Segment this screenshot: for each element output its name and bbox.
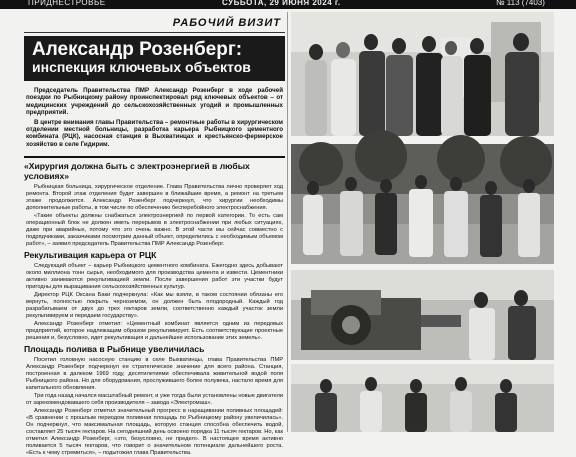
photo-field-image bbox=[291, 144, 554, 264]
section1-p2: «Такие объекты должны снабжаться электроэнергией по первой категории. То есть сам операционный блок не должен иметь перерывов в электроснабжении при любых ситуациях, даже при аварийных, потому что это очень важно. В этой части мы сейчас совместно с подрядчиками, заказчиками посмотрим данный объект, определились с необходимым объемом работ», – заявил председатель Правительства ПМР Александр Розенберг. bbox=[26, 213, 283, 247]
rubric: РАБОЧИЙ ВИЗИТ bbox=[24, 12, 285, 33]
section3-title: Площадь полива в Рыбнице увеличилась bbox=[24, 343, 205, 354]
section3-p1: Посетил головную насосную станцию в селе Выхватинцы, глава Правительства ПМР Александр Розенберг подчеркнул ее стратегическое значение для всего района. Станция, построенная в далеком 1969 году, десятилетиями обеспечивала живительной водой поля Рыбницкого района. Но для оборудования, прослужившего более полувека, настало время для капитального обновления. bbox=[26, 356, 283, 391]
headline-line1: Александр Розенберг: bbox=[32, 39, 243, 60]
lead-p2: В центре внимания главы Правительства – ремонтные работы в хирургическом отделении местной больницы, разработка карьера Рыбницкого цементного комбината (РЦК), насосная станция в Выхватинцах и крестьянско-фермерское хозяйство в селе Гидирим. bbox=[26, 118, 283, 148]
article-column bbox=[24, 12, 285, 456]
section2-body bbox=[26, 263, 283, 342]
photo-station-group-image bbox=[291, 364, 554, 432]
section1-body bbox=[26, 184, 283, 248]
photo-hospital-image bbox=[291, 12, 554, 136]
section2-p2: Директор РЦК Оксана Баки подчеркнула: «Как мы взяли, в таком состоянии обязаны его вернуть, полностью покрыть черноземом, он должен быть плодородный. Каждый год разрабатываем от двух до трех гектаров земли, соответственно каждый участок земли рекультивируем и передаем государству». bbox=[26, 292, 283, 319]
section3-p3: Александр Розенберг отметил значительный прогресс в наращивании поливных площадей: «В сравнении с прошлым периодом поливная площадь по Рыбницкому району увеличилась». Он подчеркнул, что максимальная площадь, которую станция способна обеспечить водой, составляет 25 тысяч гектаров. На сегодняшний день освоено порядка 11 тысяч гектаров. Но, как отметил Александр Розенберг, «это, безусловно, не предел». В настоящее время активно поливается 5 тысяч гектаров, что говорит о значительном потенциале дальнейшего роста. «Есть к чему стремиться», – подытожил глава Правительства. bbox=[26, 408, 283, 456]
section3-body bbox=[26, 357, 283, 457]
photo-hospital-group bbox=[291, 12, 554, 136]
photo-column bbox=[291, 12, 554, 432]
masthead-left: ПРИДНЕСТРОВЬЕ bbox=[28, 0, 106, 7]
photo-pump-station bbox=[291, 270, 554, 360]
photo-pump-image bbox=[291, 270, 554, 360]
photo-field-group bbox=[291, 144, 554, 264]
section-rule bbox=[24, 156, 285, 158]
section2-p3: Александр Розенберг отметил: «Цементный комбинат является одним из передовых предприятий, которое надлежащим образом рекультивирует. Есть соответствующие проектные решения и, безусловно, идет рекультивация и дальнейшее использование этих земель». bbox=[26, 321, 283, 341]
section1-title: «Хирургия должна быть с электроэнергией в любых условиях» bbox=[24, 161, 250, 182]
section1-p1: Рыбницкая больница, хирургическое отделение. Глава Правительства лично проверяет ход ремонта. Второй этаж отделения будет завершен в ближайшие время, а ремонт на третьем этаже продолжится. Александр Розенберг подчеркнул, что хирургии необходимы дополнительные работы, в том числе по обеспечению бесперебойного электроснабжения. bbox=[26, 184, 283, 211]
section2-p1: Следующий объект – карьер Рыбницкого цементного комбината. Ежегодно здесь добывают около миллиона тонн сырья, необходимого для производства цемента и извести. Цементники активно занимаются рекультивацией земли. После завершения работ эти участки будут пригодны для выращивания сельскохозяйственных культур. bbox=[26, 262, 283, 290]
headline-block bbox=[24, 36, 285, 81]
lead-paragraphs bbox=[26, 87, 283, 148]
masthead-bar bbox=[0, 0, 576, 9]
lead-p1: Председатель Правительства ПМР Александр Розенберг в ходе рабочей поездки по Рыбницкому району проинспектировал ряд ключевых объектов – от медицинских учреждений до сельскохозяйственных угодий и промышленных предприятий. bbox=[26, 87, 283, 117]
section3-p2: Три года назад начался масштабный ремонт, и уже тогда были установлены новые двигатели от зарекомендовавшего себя производителя – завода «Электромаш». bbox=[26, 392, 283, 406]
column-divider bbox=[287, 12, 288, 432]
masthead-date: СУББОТА, 29 ИЮНЯ 2024 г. bbox=[222, 0, 341, 7]
masthead-issue: № 113 (7403) bbox=[496, 0, 545, 7]
headline-line2: инспекция ключевых объектов bbox=[32, 59, 251, 75]
section2-title: Рекультивация карьера от РЦК bbox=[24, 249, 157, 260]
photo-station-group bbox=[291, 364, 554, 432]
